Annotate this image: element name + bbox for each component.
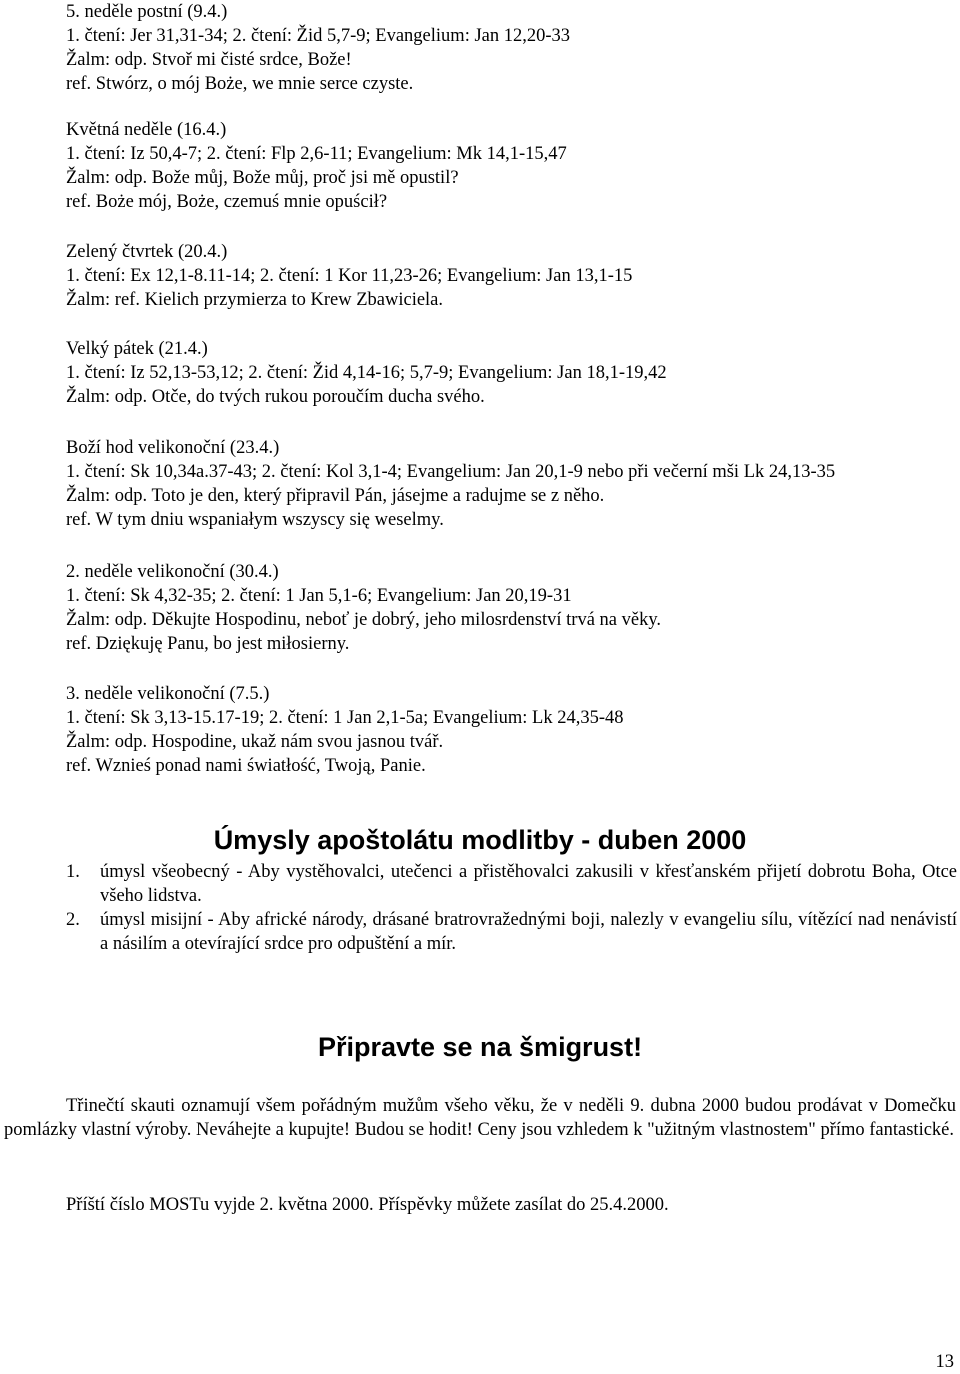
list-item — [66, 908, 957, 956]
reading-block-2 — [66, 118, 946, 214]
psalm-line: Žalm: odp. Hospodine, ukaž nám svou jasnou tvář. — [66, 732, 444, 752]
reading-block-7 — [66, 682, 946, 778]
psalm-line: Žalm: odp. Děkujte Hospodinu, neboť je dobrý, jeho milosrdenství trvá na věky. — [66, 610, 661, 630]
reading-block-1 — [66, 0, 946, 96]
reading-block-4 — [66, 337, 946, 409]
reading-title: 2. neděle velikonoční (30.4.) — [66, 562, 279, 582]
announcement-heading: Připravte se na šmigrust! — [317, 1032, 643, 1062]
reading-title: Květná neděle (16.4.) — [66, 120, 227, 140]
reading-line: 1. čtení: Jer 31,31-34; 2. čtení: Žid 5,7-9; Evangelium: Jan 12,20-33 — [66, 26, 571, 46]
intentions-list — [66, 860, 957, 956]
reading-block-3 — [66, 240, 946, 312]
next-issue-note: Příští číslo MOSTu vyjde 2. května 2000. Příspěvky můžete zasílat do 25.4.2000. — [66, 1195, 669, 1215]
list-item-number: 2. — [66, 910, 80, 930]
refrain-line: ref. Dziękuję Panu, bo jest miłosierny. — [66, 634, 350, 654]
reading-block-6 — [66, 560, 946, 656]
page-number: 13 — [935, 1352, 954, 1372]
reading-line: 1. čtení: Sk 3,13-15.17-19; 2. čtení: 1 Jan 2,1-5a; Evangelium: Lk 24,35-48 — [66, 708, 624, 728]
list-item-text: úmysl misijní - Aby africké národy, drásané bratrovražednými boji, nalezly v evangeliu sílu, vítězící nad nenávistí a násilím a otevírající srdce pro odpuštění a mír. — [100, 910, 957, 954]
reading-line: 1. čtení: Ex 12,1-8.11-14; 2. čtení: 1 Kor 11,23-26; Evangelium: Jan 13,1-15 — [66, 266, 633, 286]
reading-title: Zelený čtvrtek (20.4.) — [66, 242, 228, 262]
intentions-heading: Úmysly apoštolátu modlitby - duben 2000 — [213, 825, 747, 855]
list-item-number: 1. — [66, 862, 80, 882]
psalm-line: Žalm: odp. Otče, do tvých rukou poroučím ducha svého. — [66, 387, 485, 407]
psalm-line: Žalm: ref. Kielich przymierza to Krew Zbawiciela. — [66, 290, 444, 310]
reading-block-5 — [66, 436, 946, 532]
reading-line: 1. čtení: Iz 52,13-53,12; 2. čtení: Žid 4,14-16; 5,7-9; Evangelium: Jan 18,1-19,42 — [66, 363, 667, 383]
reading-line: 1. čtení: Sk 4,32-35; 2. čtení: 1 Jan 5,1-6; Evangelium: Jan 20,19-31 — [66, 586, 572, 606]
reading-line: 1. čtení: Sk 10,34a.37-43; 2. čtení: Kol 3,1-4; Evangelium: Jan 20,1-9 nebo při večerní mši Lk 24,13-35 — [66, 462, 836, 482]
reading-title: Velký pátek (21.4.) — [66, 339, 208, 359]
reading-title: Boží hod velikonoční (23.4.) — [66, 438, 280, 458]
refrain-line: ref. Wznieś ponad nami światłość, Twoją, Panie. — [66, 756, 426, 776]
reading-line: 1. čtení: Iz 50,4-7; 2. čtení: Flp 2,6-11; Evangelium: Mk 14,1-15,47 — [66, 144, 567, 164]
list-item — [66, 860, 957, 908]
refrain-line: ref. Stwórz, o mój Boże, we mnie serce czyste. — [66, 74, 414, 94]
refrain-line: ref. Boże mój, Boże, czemuś mnie opuścił? — [66, 192, 388, 212]
psalm-line: Žalm: odp. Stvoř mi čisté srdce, Bože! — [66, 50, 352, 70]
refrain-line: ref. W tym dniu wspaniałym wszyscy się weselmy. — [66, 510, 444, 530]
psalm-line: Žalm: odp. Toto je den, který připravil Pán, jásejme a radujme se z něho. — [66, 486, 605, 506]
reading-title: 3. neděle velikonoční (7.5.) — [66, 684, 270, 704]
list-item-text: úmysl všeobecný - Aby vystěhovalci, utečenci a přistěhovalci zakusili v křesťanském přijetí dobrotu Boha, Otce všeho lidstva. — [100, 862, 957, 906]
reading-title: 5. neděle postní (9.4.) — [66, 2, 228, 22]
psalm-line: Žalm: odp. Bože můj, Bože můj, proč jsi mě opustil? — [66, 168, 459, 188]
announcement-paragraph: Třinečtí skauti oznamují všem pořádným mužům všeho věku, že v neděli 9. dubna 2000 budou prodávat v Domečku pomlázky vlastní výroby. Neváhejte a kupujte! Budou se hodit! Ceny jsou vzhledem k "užitným vlastnostem" přímo fantastické. — [4, 1096, 956, 1140]
